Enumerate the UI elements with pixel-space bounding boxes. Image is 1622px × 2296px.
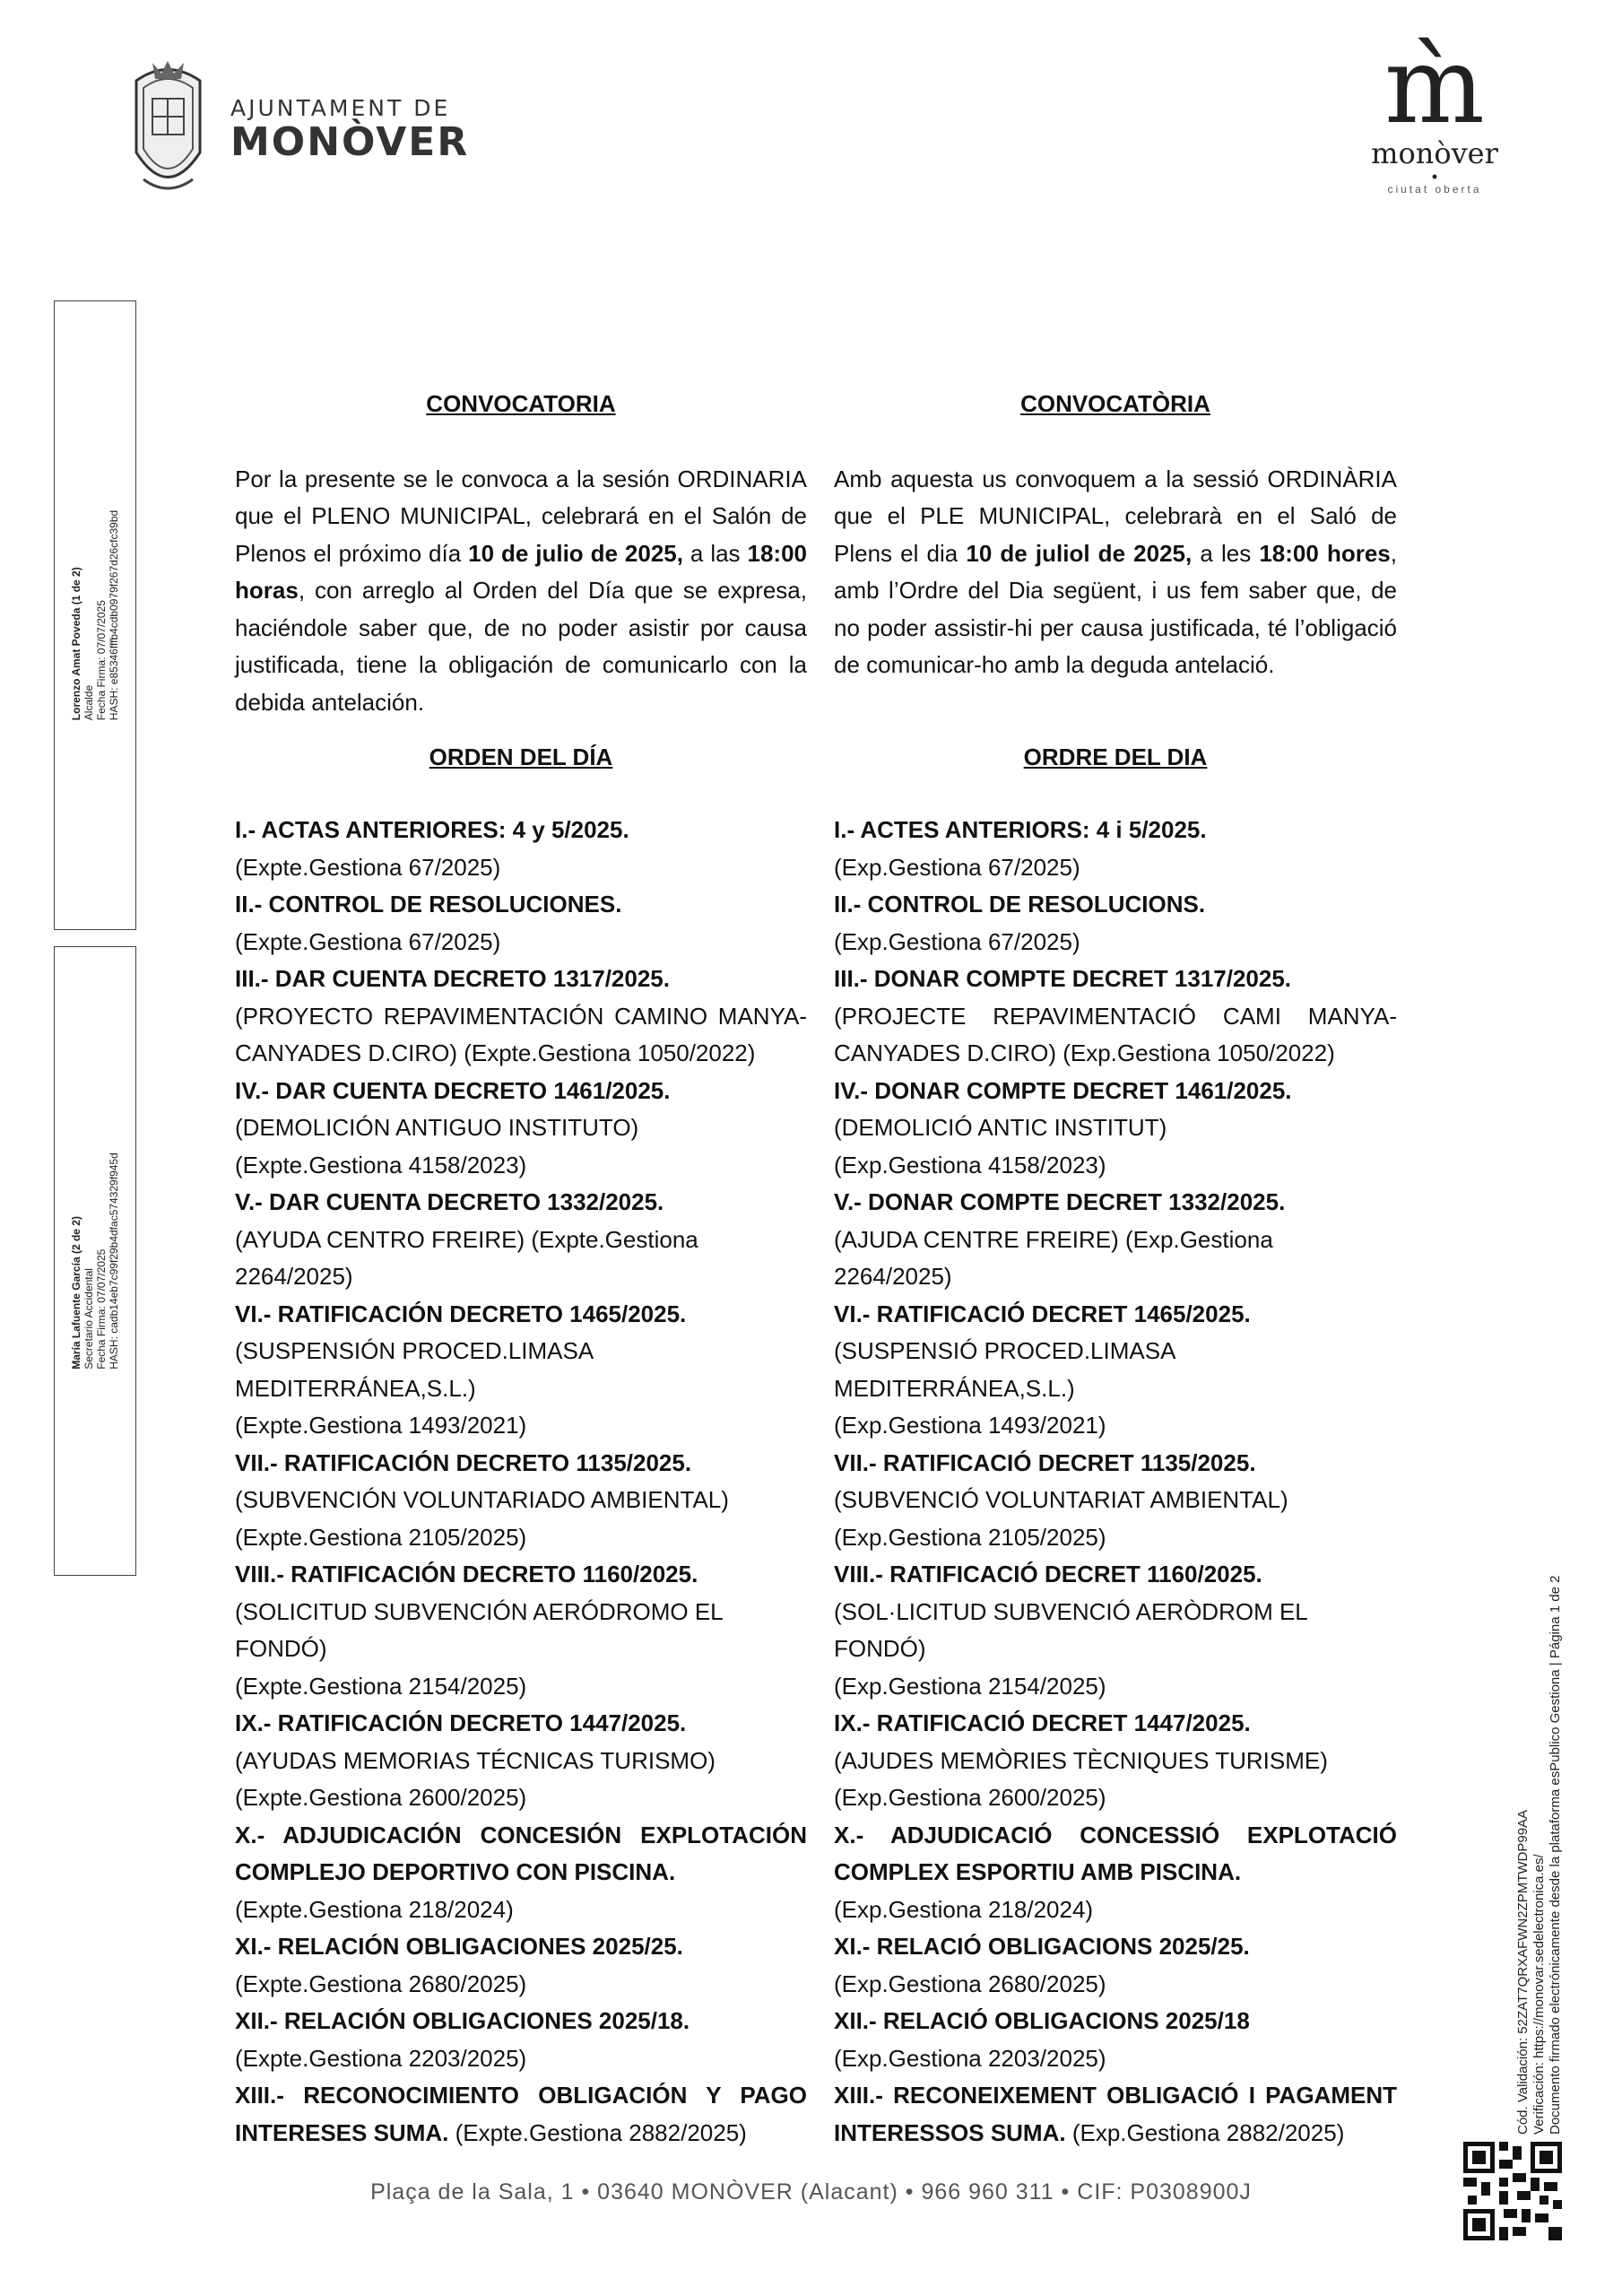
- agenda-item-title: IX.- RATIFICACIÓ DECRET 1447/2025.: [834, 1709, 1251, 1736]
- agenda-item-title: I.- ACTAS ANTERIORES: 4 y 5/2025.: [235, 816, 629, 843]
- agenda-item-detail: (Exp.Gestiona 2105/2025): [834, 1523, 1106, 1551]
- agenda-item-title: VIII.- RATIFICACIÓ DECRET 1160/2025.: [834, 1561, 1262, 1587]
- agenda-item-detail: (Expte.Gestiona 2600/2025): [235, 1784, 527, 1811]
- agenda-item-title: XI.- RELACIÓ OBLIGACIONS 2025/25.: [834, 1933, 1250, 1960]
- agenda-item-detail: (Expte.Gestiona 2680/2025): [235, 1970, 527, 1997]
- agenda-item-detail: (Exp.Gestiona 2154/2025): [834, 1672, 1106, 1700]
- agenda-item-title: INTERESSOS SUMA.: [834, 2118, 1066, 2146]
- agenda-item-title: V.- DAR CUENTA DECRETO 1332/2025.: [235, 1188, 664, 1215]
- verification-text: [1515, 1576, 1564, 2135]
- agenda-item-detail: (Exp.Gestiona 2600/2025): [834, 1784, 1106, 1811]
- signer-name: Lorenzo Amat Poveda (1 de 2): [70, 567, 82, 721]
- brand-dot: •: [1431, 168, 1438, 186]
- agenda-item-detail: (DEMOLICIÓN ANTIGUO INSTITUTO): [235, 1114, 639, 1141]
- agenda-item: [834, 1184, 1397, 1296]
- agenda-item: [235, 1184, 807, 1296]
- brand-name: monòver: [1371, 136, 1498, 170]
- agenda-item-detail: (SOL·LICITUD SUBVENCIÓ AERÒDROM EL FONDÓ): [834, 1597, 1307, 1662]
- agenda-item: [834, 2077, 1397, 2152]
- agenda-item-title: VI.- RATIFICACIÓ DECRET 1465/2025.: [834, 1300, 1251, 1327]
- agenda-item-title: INTERESES SUMA.: [235, 2118, 449, 2146]
- meeting-date: 10 de julio de 2025,: [468, 539, 683, 567]
- agenda-item-detail: CANYADES D.CIRO) (Exp.Gestiona 1050/2022): [834, 1039, 1335, 1066]
- agenda-item-detail: CANYADES D.CIRO) (Expte.Gestiona 1050/2022): [235, 1039, 756, 1066]
- coat-of-arms-icon: [126, 54, 211, 206]
- agenda-item: [834, 1073, 1397, 1185]
- agenda-item-title: VIII.- RATIFICACIÓN DECRETO 1160/2025.: [235, 1561, 698, 1587]
- agenda-item: [834, 1445, 1397, 1557]
- agenda-item: [834, 2003, 1397, 2077]
- signature-box-2: [54, 946, 136, 1576]
- agenda-item: [235, 1296, 807, 1445]
- agenda-heading: ORDRE DEL DIA: [1023, 743, 1208, 770]
- agenda-item: [235, 961, 807, 1073]
- agenda-item-detail: (SUSPENSIÓN PROCED.LIMASA MEDITERRÁNEA,S.L.): [235, 1337, 593, 1402]
- agenda-item-title: VII.- RATIFICACIÓ DECRET 1135/2025.: [834, 1448, 1256, 1476]
- meeting-time: 18:00 horas: [235, 539, 807, 604]
- agenda-item: [834, 886, 1397, 961]
- agenda-item-detail: (Exp.Gestiona 67/2025): [834, 853, 1080, 881]
- ajuntament-logo: [126, 54, 469, 206]
- agenda-item-title: XIII.- RECONEIXEMENT OBLIGACIÓ I PAGAMENT: [834, 2082, 1397, 2109]
- intro-text: a les: [1192, 539, 1260, 567]
- convocatoria-heading: CONVOCATORIA: [426, 390, 616, 417]
- intro-text: , amb l’Ordre del Dia següent, i us fem saber que, de no poder assistir-hi per causa justificada, té l’obligació de comunicar-ho amb la deguda antelació.: [834, 539, 1397, 678]
- agenda-item-detail: (SOLICITUD SUBVENCIÓN AERÓDROMO EL FONDÓ): [235, 1597, 723, 1662]
- signature-date: Fecha Firma: 07/07/2025: [95, 1248, 108, 1370]
- signed-notice: Documento firmado electrónicamente desde la plataforma esPublico Gestiona | Página 1 de 2: [1548, 1575, 1563, 2135]
- agenda-item-detail: (Expte.Gestiona 67/2025): [235, 927, 501, 955]
- agenda-item-title: XIII.- RECONOCIMIENTO OBLIGACIÓN Y PAGO: [235, 2082, 807, 2109]
- page-footer: Plaça de la Sala, 1 • 03640 MONÒVER (Alacant) • 966 960 311 • CIF: P0308900J: [370, 2179, 1252, 2205]
- agenda-item-detail: (DEMOLICIÓ ANTIC INSTITUT): [834, 1114, 1167, 1141]
- brand-tagline: ciutat oberta: [1387, 183, 1482, 196]
- agenda-item-title: X.- ADJUDICACIÓN CONCESIÓN EXPLOTACIÓN: [235, 1821, 807, 1848]
- agenda-item-detail: (PROYECTO REPAVIMENTACIÓN CAMINO MANYA-: [235, 1002, 807, 1030]
- agenda-item-title: COMPLEX ESPORTIU AMB PISCINA.: [834, 1858, 1242, 1885]
- agenda-item-title: V.- DONAR COMPTE DECRET 1332/2025.: [834, 1188, 1286, 1215]
- meeting-time: 18:00 hores: [1259, 539, 1391, 567]
- valencian-column: [834, 386, 1397, 2152]
- agenda-item-detail: (SUBVENCIÓ VOLUNTARIAT AMBIENTAL): [834, 1486, 1288, 1513]
- agenda-item: [834, 1705, 1397, 1817]
- agenda-item: [834, 1817, 1397, 1929]
- agenda-item: [834, 1556, 1397, 1705]
- page-header: [0, 0, 1622, 251]
- agenda-item-detail: (Exp.Gestiona 4158/2023): [834, 1151, 1106, 1178]
- intro-paragraph-va: [834, 461, 1397, 685]
- agenda-item: [235, 2077, 807, 2152]
- validation-code: Cód. Validación: 52ZAT7QRXAFWN2ZPMTWDP99AA: [1515, 1809, 1531, 2135]
- signer-role: Alcalde: [82, 684, 95, 721]
- monover-brand-logo: [1363, 23, 1506, 196]
- agenda-item-title: X.- ADJUDICACIÓ CONCESSIÓ EXPLOTACIÓ: [834, 1821, 1397, 1848]
- verification-link[interactable]: Verificación: https://monovar.sedelectronica.es/: [1531, 1854, 1547, 2135]
- agenda-item-detail: (SUSPENSIÓ PROCED.LIMASA MEDITERRÁNEA,S.L.): [834, 1337, 1175, 1402]
- agenda-item-detail: (AJUDA CENTRE FREIRE) (Exp.Gestiona 2264/2025): [834, 1225, 1273, 1290]
- agenda-item-title: III.- DAR CUENTA DECRETO 1317/2025.: [235, 965, 670, 992]
- agenda-item-title: I.- ACTES ANTERIORS: 4 i 5/2025.: [834, 816, 1207, 843]
- agenda-item-detail: (AYUDAS MEMORIAS TÉCNICAS TURISMO): [235, 1746, 716, 1774]
- agenda-item-title: XI.- RELACIÓN OBLIGACIONES 2025/25.: [235, 1933, 683, 1960]
- agenda-item-detail: (SUBVENCIÓN VOLUNTARIADO AMBIENTAL): [235, 1486, 729, 1513]
- agenda-item-detail: (Expte.Gestiona 2105/2025): [235, 1523, 527, 1551]
- agenda-item-detail: (AYUDA CENTRO FREIRE) (Expte.Gestiona 2264/2025): [235, 1225, 698, 1290]
- signature-hash: HASH: e85346fffb4cdb0979f267d26cfc39bd: [108, 509, 120, 721]
- agenda-list-es: [235, 812, 807, 2152]
- agenda-item: [235, 886, 807, 961]
- meeting-date: 10 de juliol de 2025,: [966, 539, 1193, 567]
- agenda-item: [235, 1556, 807, 1705]
- intro-text: a las: [682, 539, 748, 567]
- agenda-item: [235, 1073, 807, 1185]
- signature-hash: HASH: cadb14eb7c99f29b4dfac574329f945d: [108, 1152, 120, 1370]
- agenda-list-va: [834, 812, 1397, 2152]
- ajuntament-line2: MONÒVER: [230, 119, 470, 165]
- agenda-item: [235, 1705, 807, 1817]
- agenda-item: [834, 961, 1397, 1073]
- agenda-item: [834, 812, 1397, 886]
- signer-role: Secretario Accidental: [82, 1268, 95, 1370]
- agenda-item-title: II.- CONTROL DE RESOLUCIONES.: [235, 891, 622, 918]
- agenda-item-detail: (Exp.Gestiona 1493/2021): [834, 1412, 1106, 1439]
- intro-text: , con arreglo al Orden del Día que se expresa, haciéndole saber que, de no poder asistir por causa justificada, tiene la obligación de comunicarlo con la debida antelación.: [235, 577, 807, 716]
- agenda-item-title: IV.- DAR CUENTA DECRETO 1461/2025.: [235, 1076, 671, 1104]
- agenda-item: [834, 1928, 1397, 2003]
- agenda-item-detail: (Expte.Gestiona 2882/2025): [448, 2118, 747, 2146]
- intro-text: Amb aquesta us convoquem a la sessió ORDINÀRIA que el PLE MUNICIPAL, celebrarà en el Saló de Plens el dia: [834, 465, 1397, 567]
- spanish-column: [235, 386, 807, 2152]
- agenda-item-title: COMPLEJO DEPORTIVO CON PISCINA.: [235, 1858, 676, 1885]
- agenda-item: [235, 2003, 807, 2077]
- agenda-item-detail: (Expte.Gestiona 67/2025): [235, 853, 501, 881]
- agenda-item-title: II.- CONTROL DE RESOLUCIONS.: [834, 891, 1206, 918]
- agenda-item-title: III.- DONAR COMPTE DECRET 1317/2025.: [834, 965, 1292, 992]
- agenda-item: [235, 1928, 807, 2003]
- agenda-item-title: VI.- RATIFICACIÓN DECRETO 1465/2025.: [235, 1300, 687, 1327]
- agenda-item: [834, 1296, 1397, 1445]
- agenda-item-detail: (Expte.Gestiona 1493/2021): [235, 1412, 527, 1439]
- agenda-item-detail: (Expte.Gestiona 4158/2023): [235, 1151, 527, 1178]
- agenda-item: [235, 812, 807, 886]
- agenda-item-title: XII.- RELACIÓ OBLIGACIONS 2025/18: [834, 2007, 1250, 2034]
- agenda-item: [235, 1817, 807, 1929]
- signature-box-1: [54, 300, 136, 930]
- agenda-item-detail: (Exp.Gestiona 2882/2025): [1065, 2118, 1345, 2146]
- brand-mark: m̀: [1384, 23, 1485, 147]
- ajuntament-line1: AJUNTAMENT DE: [230, 95, 451, 121]
- agenda-item: [235, 1445, 807, 1557]
- agenda-item-detail: (Exp.Gestiona 2680/2025): [834, 1970, 1106, 1997]
- intro-text: Por la presente se le convoca a la sesión ORDINARIA que el PLENO MUNICIPAL, celebrará en el Salón de Plenos el próximo día: [235, 465, 807, 567]
- agenda-item-detail: (Expte.Gestiona 2154/2025): [235, 1672, 527, 1700]
- intro-paragraph-es: [235, 461, 807, 716]
- agenda-item-detail: (AJUDES MEMÒRIES TÈCNIQUES TURISME): [834, 1746, 1328, 1774]
- agenda-item-title: IX.- RATIFICACIÓN DECRETO 1447/2025.: [235, 1709, 687, 1736]
- agenda-item-detail: (Expte.Gestiona 218/2024): [235, 1895, 514, 1923]
- agenda-item-detail: (Exp.Gestiona 2203/2025): [834, 2044, 1106, 2072]
- agenda-item-detail: (Expte.Gestiona 2203/2025): [235, 2044, 527, 2072]
- agenda-heading: ORDEN DEL DÍA: [429, 743, 613, 770]
- agenda-item-title: XII.- RELACIÓN OBLIGACIONES 2025/18.: [235, 2007, 690, 2034]
- convocatoria-heading: CONVOCATÒRIA: [1020, 390, 1210, 417]
- signature-date: Fecha Firma: 07/07/2025: [95, 600, 108, 721]
- agenda-item-detail: (Exp.Gestiona 218/2024): [834, 1895, 1094, 1923]
- agenda-item-title: VII.- RATIFICACIÓN DECRETO 1135/2025.: [235, 1448, 692, 1476]
- agenda-item-detail: (PROJECTE REPAVIMENTACIÓ CAMI MANYA-: [834, 1002, 1397, 1030]
- agenda-item-title: IV.- DONAR COMPTE DECRET 1461/2025.: [834, 1076, 1292, 1104]
- agenda-item-detail: (Exp.Gestiona 67/2025): [834, 927, 1080, 955]
- signer-name: María Lafuente García (2 de 2): [70, 1216, 82, 1370]
